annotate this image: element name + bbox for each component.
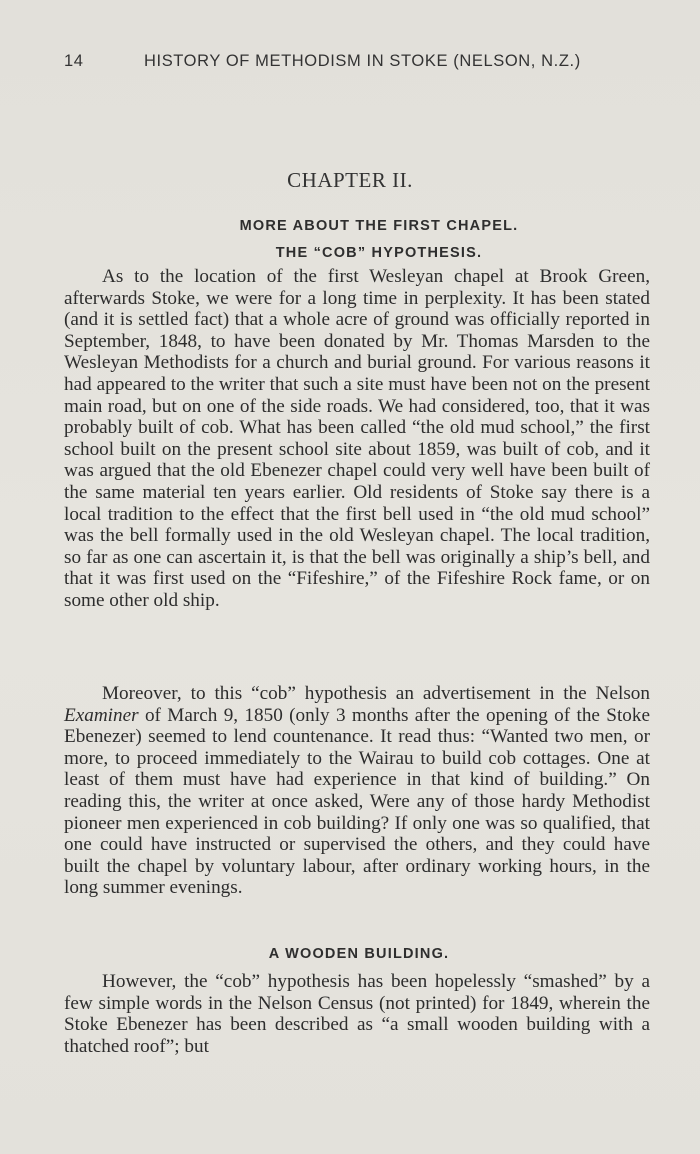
paragraph-text: of March 9, 1850 (only 3 months after the opening of the Stoke Ebenezer) seemed to lend countenance. It read thus: “Wanted two men, or more, to proceed immediately to the Wairau to build cob cottages. One at least of them must have had experience in that kind of building.” On reading this, the writer at once asked, Were any of those hardy Methodist pioneer men experienced in cob building? If only one was so qualified, that one could have instructed or supervised the others, and they could have built the chapel by voluntary labour, after ordinary working hours, in the long summer evenings. [64, 704, 650, 899]
page-number: 14 [64, 52, 84, 70]
chapter-title: CHAPTER II. [287, 168, 413, 192]
section-heading-first-chapel: MORE ABOUT THE FIRST CHAPEL. [239, 218, 519, 234]
newspaper-title: Examiner [64, 704, 139, 726]
body-paragraph: However, the “cob” hypothesis has been hopelessly “smashed” by a few simple words in the Nelson Census (not printed) for 1849, wherein the Stoke Ebenezer has been described as “a small wooden building with a thatched roof”; but [64, 971, 650, 1057]
body-paragraph: As to the location of the first Wesleyan chapel at Brook Green, afterwards Stoke, we were for a long time in perplexity. It has been stated (and it is settled fact) that a whole acre of ground was officially reported in September, 1848, to have been donated by Mr. Thomas Marsden to the Wesleyan Methodists for a church and burial ground. For various reasons it had appeared to the writer that such a site must have been not on the present main road, but on one of the side roads. We had considered, too, that it was probably built of cob. What has been called “the old mud school,” the first school built on the present school site about 1859, was built of cob, and it was argued that the old Ebenezer chapel could very well have been built of the same material ten years earlier. Old residents of Stoke say there is a local tradition to the effect that the first bell used in “the old mud school” was the bell formally used in the old Wesleyan chapel. The local tradition, so far as one can ascertain it, is that the bell was originally a ship’s bell, and that it was first used on the “Fifeshire,” of the Fifeshire Rock fame, or on some other old ship. [64, 266, 650, 611]
paragraph-text: Moreover, to this “cob” hypothesis an advertisement in the Nelson [102, 683, 650, 704]
section-heading-wooden-building: A WOODEN BUILDING. [268, 946, 450, 962]
section-heading-cob-hypothesis: THE “COB” HYPOTHESIS. [275, 245, 483, 261]
body-paragraph [64, 683, 650, 899]
running-title: HISTORY OF METHODISM IN STOKE (NELSON, N.Z.) [144, 52, 581, 70]
